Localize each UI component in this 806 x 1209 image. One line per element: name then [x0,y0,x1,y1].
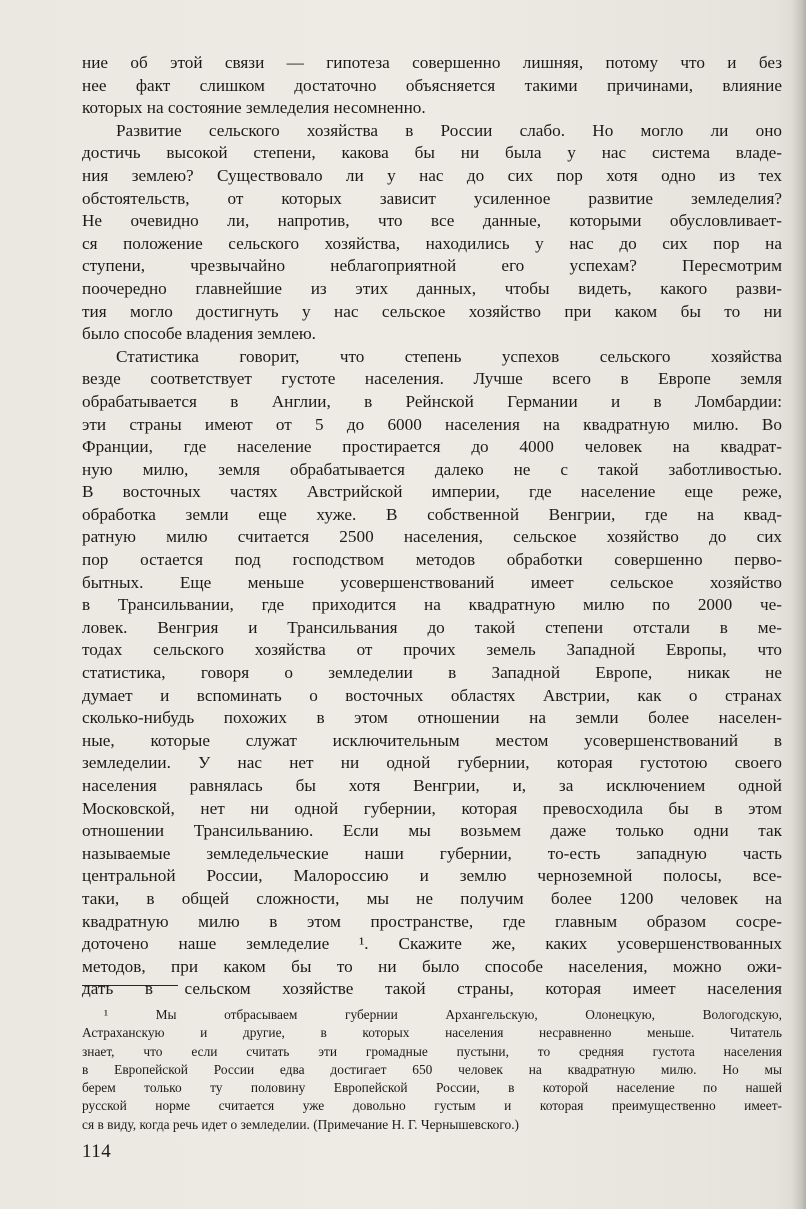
text-line: которых на состояние земледелия несомненно. [82,98,426,118]
footnote-divider [82,985,178,986]
text-line: Московской, нет ни одной губернии, которая превосходила бы в этом [82,798,782,818]
text-line: пор остается под господством методов обработки совершенно перво- [82,550,782,570]
text-line: центральной России, Малороссию и землю черноземной полосы, все- [82,866,782,886]
text-line: Не очевидно ли, напротив, что все данные, которыми обусловливает- [82,211,782,231]
text-line: везде соответствует густоте населения. Лучше всего в Европе земля [82,369,782,389]
text-line: сколько-нибудь похожих в этом отношении на земли более населен- [82,708,782,728]
page-edge-shadow [792,0,806,1209]
text-line: нее факт слишком достаточно объясняется такими причинами, влияние [82,75,782,95]
text-line: тодах сельского хозяйства от прочих земель Западной Европы, что [82,640,782,660]
text-line: в Трансильвании, где приходится на квадратную милю по 2000 че- [82,595,782,615]
text-line: квадратную милю в этом пространстве, где главным образом сосре- [82,911,782,931]
footnote-line: русской норме считается уже довольно густым и которая преимущественно имеет- [82,1098,782,1114]
text-line: было способе владения землею. [82,324,316,344]
footnote-line: знает, что если считать эти громадные пустыни, то средняя густота населения [82,1043,782,1059]
text-line: Франции, где население простирается до 4000 человек на квадрат- [82,437,782,457]
text-line: поочередно главнейшие из этих данных, чтобы видеть, какого разви- [82,278,782,298]
text-line: ступени, чрезвычайно неблагоприятной его успехам? Пересмотрим [82,256,782,276]
main-text [82,52,782,1001]
text-line: ние об этой связи — гипотеза совершенно лишняя, потому что и без [82,53,782,72]
text-line: доточено наше земледелие ¹. Скажите же, каких усовершенствованных [82,934,782,954]
text-line: ся положение сельского хозяйства, находились у нас до сих пор на [82,233,782,253]
footnote-line: берем только ту половину Европейской России, в которой население по нашей [82,1080,782,1096]
text-line: ную милю, земля обрабатывается далеко не с такой заботливостью. [82,459,782,479]
footnote-line: ся в виду, когда речь идет о земледелии. (Примечание Н. Г. Чернышевского.) [82,1116,519,1132]
text-line: достичь высокой степени, какова бы ни была у нас система владе- [82,143,782,163]
text-line: ратную милю считается 2500 населения, сельское хозяйство до сих [82,527,782,547]
text-line: дать в сельском хозяйстве такой страны, которая имеет населения [82,979,782,999]
text-line: эти страны имеют от 5 до 6000 населения на квадратную милю. Во [82,414,782,434]
text-line: Развитие сельского хозяйства в России слабо. Но могло ли оно [116,120,782,140]
text-line: земледелии. У нас нет ни одной губернии, которая густотою своего [82,753,782,773]
text-line: думает и вспоминать о восточных областях Австрии, как о странах [82,685,782,705]
footnote-line: ¹ Мы отбрасываем губернии Архангельскую, Олонецкую, Вологодскую, [104,1007,782,1022]
page-number: 114 [82,1141,112,1162]
text-line: обработка земли еще хуже. В собственной Венгрии, где на квад- [82,504,782,524]
text-line: обрабатывается в Англии, в Рейнской Германии и в Ломбардии: [82,391,782,411]
text-line: ловек. Венгрия и Трансильвания до такой степени отстали в ме- [82,617,782,637]
footnote-line: Астраханскую и другие, в которых населения несравненно меньше. Читатель [82,1025,782,1041]
footnote-line: в Европейской России едва достигает 650 человек на квадратную милю. Но мы [82,1061,782,1077]
text-line: Статистика говорит, что степень успехов сельского хозяйства [116,346,782,366]
footnote [82,1006,782,1134]
text-line: обстоятельств, от которых зависит усиленное развитие земледелия? [82,188,782,208]
text-line: называемые земледельческие наши губернии, то-есть западную часть [82,843,782,863]
text-line: ные, которые служат исключительным местом усовершенствований в [82,730,782,750]
text-line: методов, при каком бы то ни было способе населения, можно ожи- [82,956,782,976]
text-line: статистика, говоря о земледелии в Западной Европе, никак не [82,663,782,683]
text-line: отношении Трансильванию. Если мы возьмем даже только одни так [82,821,782,841]
text-line: тия могло достигнуть у нас сельское хозяйство при каком бы то ни [82,301,782,321]
text-line: В восточных частях Австрийской империи, где население еще реже, [82,482,782,502]
text-line: таки, в общей сложности, мы не получим более 1200 человек на [82,888,782,908]
text-line: ния землею? Существовало ли у нас до сих пор хотя одно из тех [82,165,782,185]
text-line: населения равнялась бы хотя Венгрии, и, за исключением одной [82,776,782,795]
text-line: бытных. Еще меньше усовершенствований имеет сельское хозяйство [82,572,782,592]
